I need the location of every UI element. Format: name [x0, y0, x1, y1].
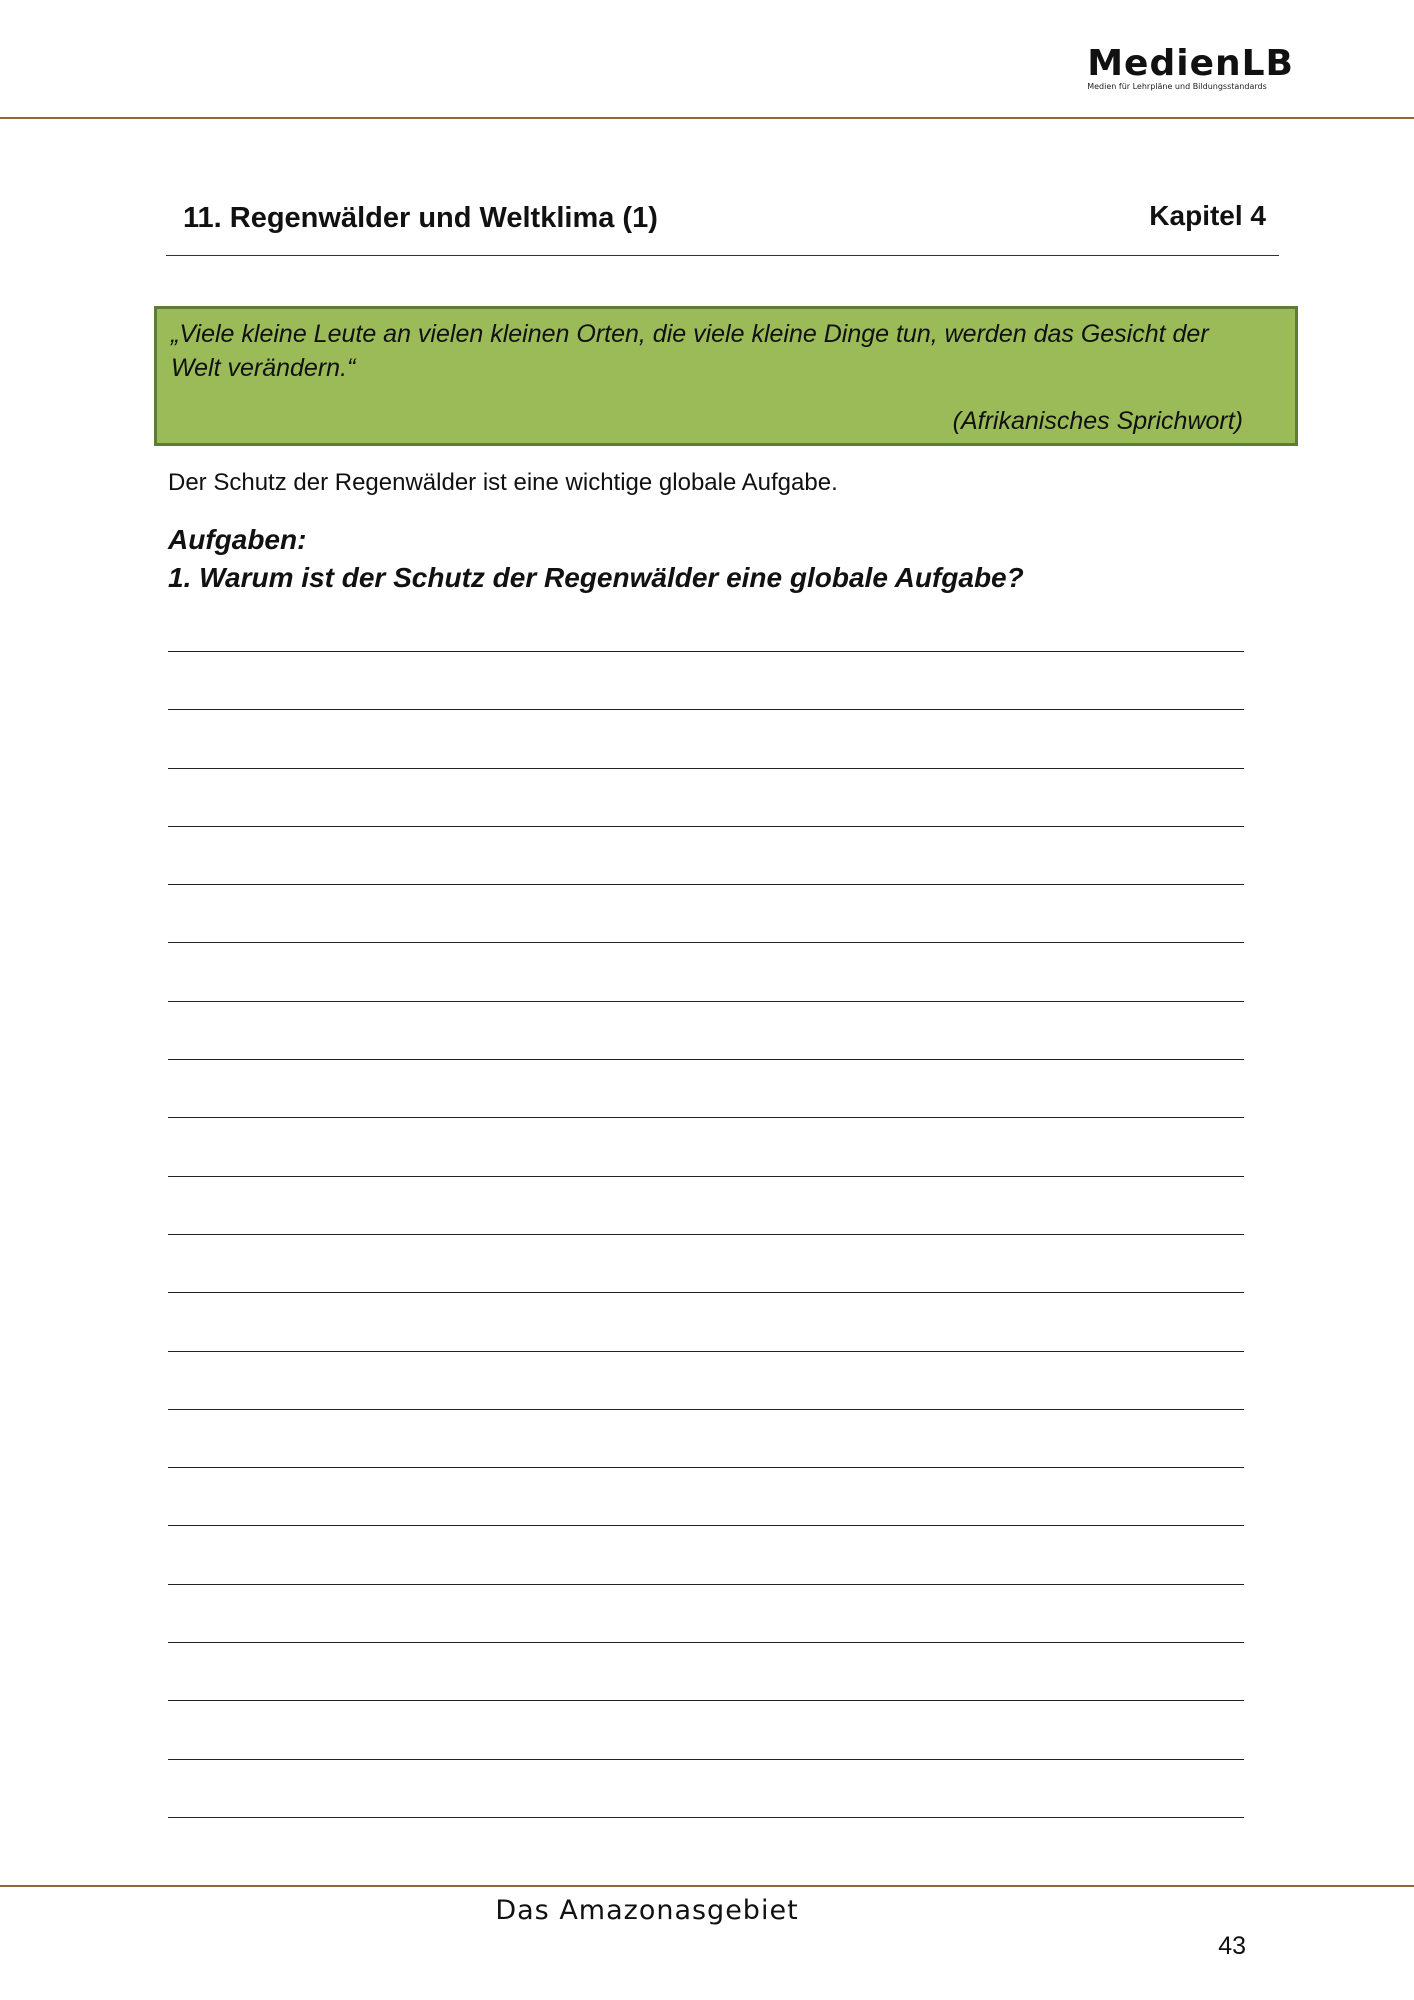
- tasks-heading: Aufgaben:: [168, 524, 307, 555]
- answer-line[interactable]: [168, 1001, 1244, 1002]
- footer-divider: [0, 1885, 1414, 1887]
- medienlb-logo: [1087, 43, 1294, 92]
- quote-source: (Afrikanisches Sprichwort): [952, 407, 1243, 435]
- answer-line[interactable]: [168, 1117, 1244, 1118]
- answer-line[interactable]: [168, 1351, 1244, 1352]
- answer-line[interactable]: [168, 884, 1244, 885]
- answer-line[interactable]: [168, 1700, 1244, 1701]
- answer-line[interactable]: [168, 1176, 1244, 1177]
- answer-line[interactable]: [168, 1759, 1244, 1760]
- header-divider: [0, 117, 1414, 119]
- intro-text: Der Schutz der Regenwälder ist eine wichtige globale Aufgabe.: [168, 469, 838, 496]
- task-question: 1. Warum ist der Schutz der Regenwälder eine globale Aufgabe?: [168, 562, 1024, 593]
- quote-text: „Viele kleine Leute an vielen kleinen Orten, die viele kleine Dinge tun, werden das Gesicht der Welt verändern.“: [171, 320, 1209, 382]
- quote-box: [154, 306, 1298, 446]
- answer-line[interactable]: [168, 826, 1244, 827]
- answer-line[interactable]: [168, 1409, 1244, 1410]
- title-divider: [166, 255, 1279, 256]
- answer-line[interactable]: [168, 1525, 1244, 1526]
- answer-line[interactable]: [168, 1292, 1244, 1293]
- answer-line[interactable]: [168, 651, 1244, 652]
- answer-line[interactable]: [168, 942, 1244, 943]
- chapter-label: Kapitel 4: [1149, 200, 1266, 231]
- answer-line[interactable]: [168, 1467, 1244, 1468]
- answer-line[interactable]: [168, 768, 1244, 769]
- logo-wordmark: MedienLB: [1087, 43, 1294, 84]
- logo-tagline: Medien für Lehrpläne und Bildungsstandards: [1087, 82, 1267, 91]
- page-title: 11. Regenwälder und Weltklima (1): [183, 202, 658, 234]
- footer-title: Das Amazonasgebiet: [495, 1895, 799, 1926]
- answer-line[interactable]: [168, 1584, 1244, 1585]
- page-number: 43: [1218, 1932, 1246, 1960]
- answer-line[interactable]: [168, 709, 1244, 710]
- answer-line[interactable]: [168, 1642, 1244, 1643]
- answer-lines[interactable]: [168, 651, 1244, 1875]
- answer-line[interactable]: [168, 1059, 1244, 1060]
- answer-line[interactable]: [168, 1817, 1244, 1818]
- answer-line[interactable]: [168, 1234, 1244, 1235]
